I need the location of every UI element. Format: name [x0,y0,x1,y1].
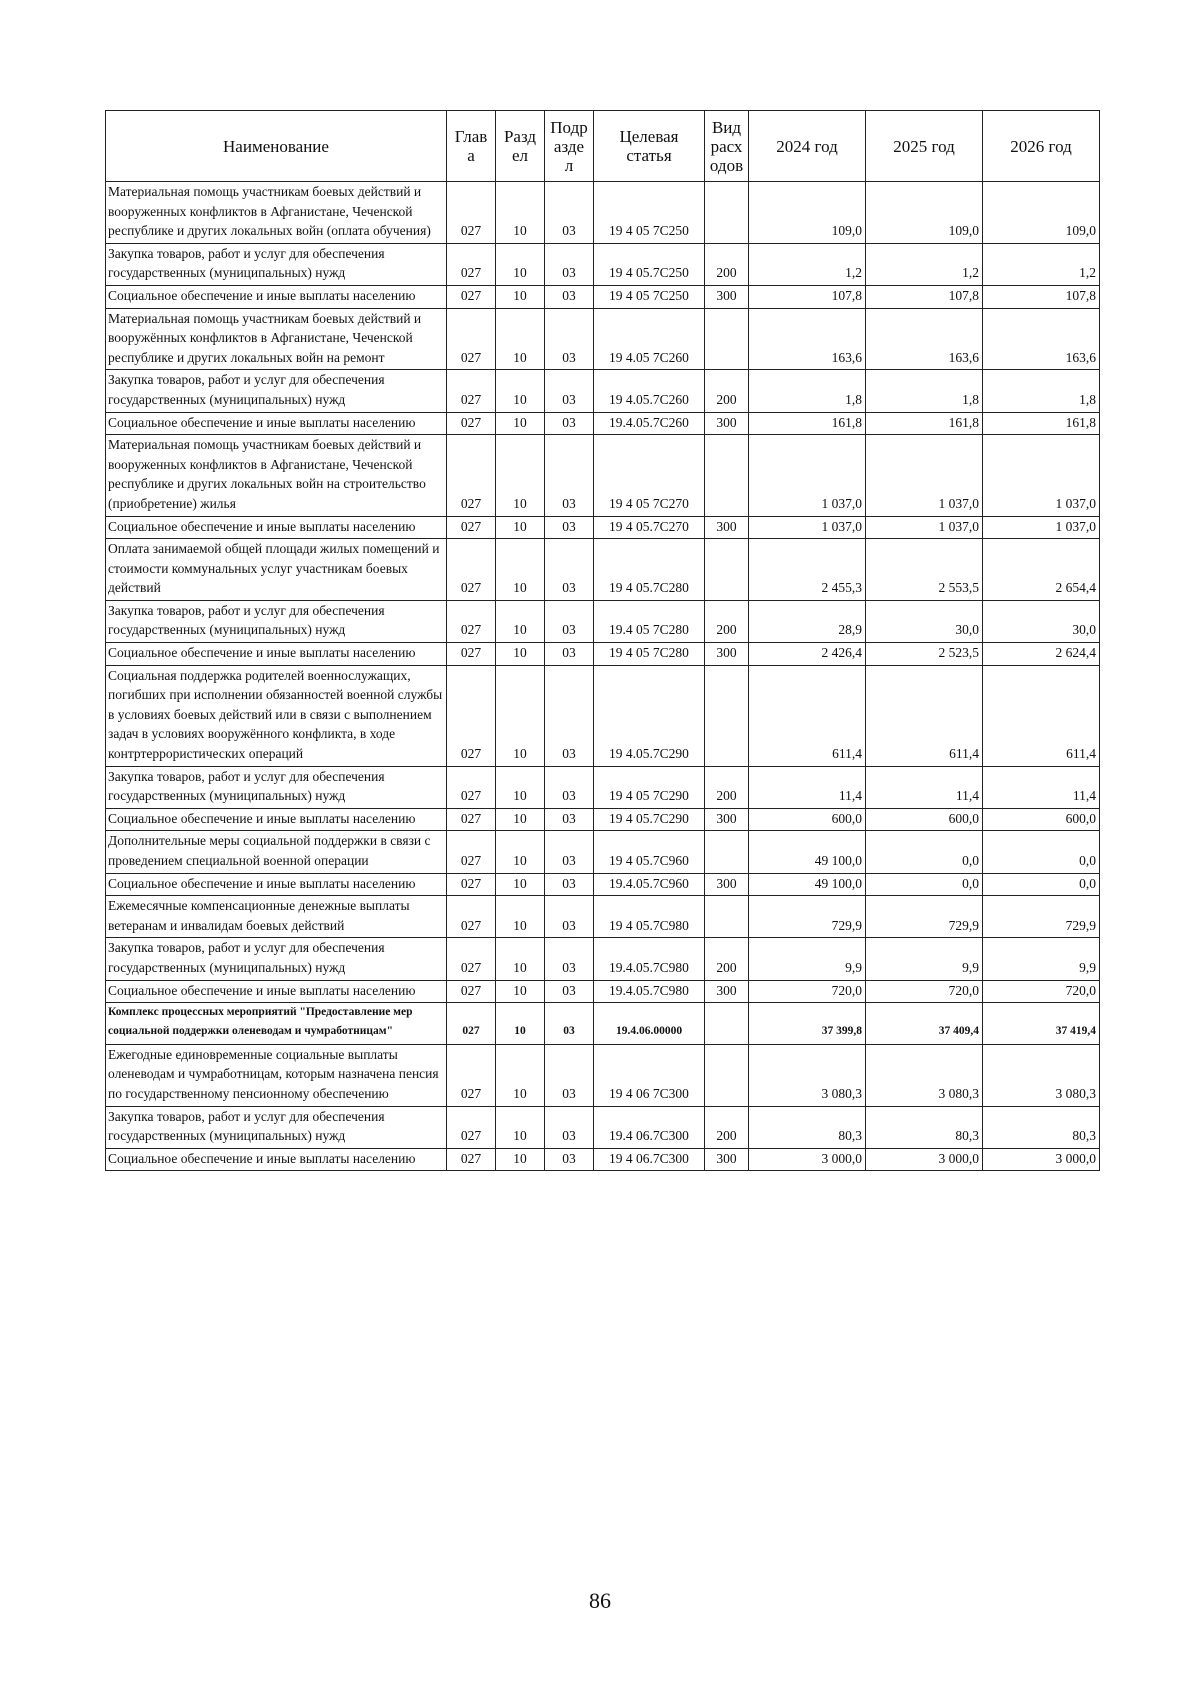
table-row [106,1148,1100,1171]
cell-2025: 11,4 [866,766,983,808]
cell-glava: 027 [447,285,496,308]
page-number: 86 [589,1588,611,1613]
table-row [106,938,1100,980]
cell-podrazdel: 03 [545,1148,594,1171]
header-target: Целевая статья [594,111,705,182]
cell-name: Закупка товаров, работ и услуг для обеспечения государственных (муниципальных) нужд [106,370,447,412]
cell-razdel: 10 [496,285,545,308]
header-2026: 2026 год [983,111,1100,182]
cell-target: 19 4 06.7С300 [594,1148,705,1171]
cell-target: 19 4 05.7С270 [594,516,705,539]
cell-target: 19 4 05.7С960 [594,831,705,873]
cell-name: Материальная помощь участникам боевых действий и вооруженных конфликтов в Афганистане, Чеченской республике и других локальных войн на строительство (приобретение) жилья [106,435,447,516]
cell-target: 19.4.05.7С960 [594,873,705,896]
table-row [106,766,1100,808]
cell-glava: 027 [447,182,496,244]
cell-2024: 1,2 [749,243,866,285]
cell-razdel: 10 [496,896,545,938]
cell-razdel: 10 [496,938,545,980]
cell-name: Закупка товаров, работ и услуг для обеспечения государственных (муниципальных) нужд [106,938,447,980]
cell-razdel: 10 [496,308,545,370]
cell-2024: 28,9 [749,600,866,642]
cell-name: Комплекс процессных мероприятий "Предоставление мер социальной поддержки оленеводам и чумработницам" [106,1003,447,1045]
cell-2025: 0,0 [866,873,983,896]
cell-2025: 37 409,4 [866,1003,983,1045]
cell-2025: 161,8 [866,412,983,435]
cell-2024: 3 080,3 [749,1044,866,1106]
cell-name: Закупка товаров, работ и услуг для обеспечения государственных (муниципальных) нужд [106,243,447,285]
cell-razdel: 10 [496,412,545,435]
cell-podrazdel: 03 [545,182,594,244]
cell-target: 19 4 05.7С290 [594,808,705,831]
cell-2025: 729,9 [866,896,983,938]
cell-name: Оплата занимаемой общей площади жилых помещений и стоимости коммунальных услуг участникам боевых действий [106,539,447,601]
table-row [106,1044,1100,1106]
cell-glava: 027 [447,980,496,1003]
cell-2026: 3 000,0 [983,1148,1100,1171]
cell-vid: 300 [705,873,749,896]
cell-razdel: 10 [496,980,545,1003]
cell-podrazdel: 03 [545,1044,594,1106]
cell-name: Социальное обеспечение и иные выплаты населению [106,873,447,896]
table-row [106,435,1100,516]
table-row [106,1106,1100,1148]
cell-2026: 3 080,3 [983,1044,1100,1106]
cell-razdel: 10 [496,370,545,412]
cell-2024: 600,0 [749,808,866,831]
cell-glava: 027 [447,516,496,539]
table-row [106,308,1100,370]
cell-vid: 200 [705,1106,749,1148]
cell-target: 19.4.05.7С980 [594,938,705,980]
table-row [106,285,1100,308]
budget-table [105,110,1100,1171]
header-name: Наименование [106,111,447,182]
cell-razdel: 10 [496,665,545,766]
table-row [106,665,1100,766]
cell-2024: 611,4 [749,665,866,766]
cell-2026: 161,8 [983,412,1100,435]
cell-2025: 0,0 [866,831,983,873]
cell-glava: 027 [447,896,496,938]
header-podrazdel: Подр азде л [545,111,594,182]
cell-2025: 3 000,0 [866,1148,983,1171]
cell-2024: 107,8 [749,285,866,308]
cell-podrazdel: 03 [545,539,594,601]
cell-target: 19 4.05.7С260 [594,370,705,412]
cell-glava: 027 [447,539,496,601]
cell-target: 19 4 05 7С290 [594,766,705,808]
cell-glava: 027 [447,665,496,766]
cell-2024: 49 100,0 [749,831,866,873]
cell-2026: 2 654,4 [983,539,1100,601]
cell-2025: 1 037,0 [866,435,983,516]
cell-vid [705,665,749,766]
cell-razdel: 10 [496,243,545,285]
cell-razdel: 10 [496,831,545,873]
cell-podrazdel: 03 [545,766,594,808]
cell-target: 19.4.05.7С260 [594,412,705,435]
table-row [106,808,1100,831]
cell-podrazdel: 03 [545,1003,594,1045]
cell-glava: 027 [447,308,496,370]
table-row [106,643,1100,666]
cell-target: 19 4.05 7С260 [594,308,705,370]
cell-2024: 729,9 [749,896,866,938]
cell-podrazdel: 03 [545,1106,594,1148]
cell-podrazdel: 03 [545,435,594,516]
cell-name: Дополнительные меры социальной поддержки в связи с проведением специальной военной операции [106,831,447,873]
cell-2025: 107,8 [866,285,983,308]
cell-name: Социальное обеспечение и иные выплаты населению [106,412,447,435]
cell-podrazdel: 03 [545,831,594,873]
table-row [106,539,1100,601]
cell-razdel: 10 [496,1148,545,1171]
cell-glava: 027 [447,1044,496,1106]
cell-name: Материальная помощь участникам боевых действий и вооруженных конфликтов в Афганистане, Чеченской республике и других локальных войн (оплата обучения) [106,182,447,244]
header-glava: Глав а [447,111,496,182]
cell-razdel: 10 [496,1003,545,1045]
cell-glava: 027 [447,412,496,435]
cell-2024: 1,8 [749,370,866,412]
table-row [106,831,1100,873]
cell-target: 19 4.05.7С290 [594,665,705,766]
cell-podrazdel: 03 [545,516,594,539]
cell-razdel: 10 [496,539,545,601]
cell-target: 19 4 05.7С250 [594,243,705,285]
cell-podrazdel: 03 [545,285,594,308]
cell-vid: 200 [705,600,749,642]
cell-2026: 1,2 [983,243,1100,285]
cell-2026: 107,8 [983,285,1100,308]
cell-name: Социальное обеспечение и иные выплаты населению [106,643,447,666]
cell-name: Социальное обеспечение и иные выплаты населению [106,285,447,308]
header-razdel: Разд ел [496,111,545,182]
cell-podrazdel: 03 [545,980,594,1003]
cell-target: 19 4 05.7С280 [594,539,705,601]
cell-2024: 1 037,0 [749,516,866,539]
cell-2026: 600,0 [983,808,1100,831]
cell-vid [705,435,749,516]
cell-target: 19 4 05 7С270 [594,435,705,516]
cell-razdel: 10 [496,808,545,831]
cell-2024: 11,4 [749,766,866,808]
cell-2024: 2 455,3 [749,539,866,601]
cell-podrazdel: 03 [545,873,594,896]
cell-2026: 109,0 [983,182,1100,244]
table-row [106,1003,1100,1045]
cell-vid: 200 [705,766,749,808]
cell-vid [705,308,749,370]
table-header-row [106,111,1100,182]
cell-razdel: 10 [496,435,545,516]
cell-2026: 80,3 [983,1106,1100,1148]
cell-2025: 1 037,0 [866,516,983,539]
cell-vid: 300 [705,643,749,666]
cell-2026: 37 419,4 [983,1003,1100,1045]
cell-glava: 027 [447,766,496,808]
cell-glava: 027 [447,370,496,412]
cell-2026: 163,6 [983,308,1100,370]
table-body [106,182,1100,1171]
cell-target: 19 4 05 7С280 [594,643,705,666]
cell-podrazdel: 03 [545,938,594,980]
cell-2024: 9,9 [749,938,866,980]
cell-name: Закупка товаров, работ и услуг для обеспечения государственных (муниципальных) нужд [106,1106,447,1148]
cell-target: 19.4 06.7С300 [594,1106,705,1148]
cell-vid: 300 [705,412,749,435]
cell-name: Ежемесячные компенсационные денежные выплаты ветеранам и инвалидам боевых действий [106,896,447,938]
cell-2026: 1 037,0 [983,435,1100,516]
cell-name: Социальное обеспечение и иные выплаты населению [106,1148,447,1171]
table-row [106,896,1100,938]
cell-vid: 200 [705,938,749,980]
cell-podrazdel: 03 [545,308,594,370]
cell-2024: 80,3 [749,1106,866,1148]
cell-podrazdel: 03 [545,665,594,766]
cell-2025: 109,0 [866,182,983,244]
cell-2024: 161,8 [749,412,866,435]
cell-2024: 720,0 [749,980,866,1003]
cell-name: Социальное обеспечение и иные выплаты населению [106,980,447,1003]
cell-2025: 1,8 [866,370,983,412]
cell-glava: 027 [447,1106,496,1148]
cell-vid: 300 [705,516,749,539]
cell-2026: 729,9 [983,896,1100,938]
cell-razdel: 10 [496,182,545,244]
cell-target: 19 4 05 7С250 [594,285,705,308]
cell-name: Закупка товаров, работ и услуг для обеспечения государственных (муниципальных) нужд [106,766,447,808]
table-row [106,243,1100,285]
header-2024: 2024 год [749,111,866,182]
cell-2025: 3 080,3 [866,1044,983,1106]
cell-glava: 027 [447,1003,496,1045]
cell-2026: 9,9 [983,938,1100,980]
cell-2025: 611,4 [866,665,983,766]
cell-2026: 0,0 [983,831,1100,873]
cell-glava: 027 [447,873,496,896]
cell-glava: 027 [447,831,496,873]
cell-2024: 163,6 [749,308,866,370]
cell-2026: 11,4 [983,766,1100,808]
cell-vid [705,539,749,601]
cell-vid [705,896,749,938]
cell-razdel: 10 [496,1044,545,1106]
cell-name: Материальная помощь участникам боевых действий и вооружённых конфликтов в Афганистане, Чеченской республике и других локальных войн на ремонт [106,308,447,370]
cell-vid: 300 [705,1148,749,1171]
cell-podrazdel: 03 [545,808,594,831]
cell-name: Социальное обеспечение и иные выплаты населению [106,516,447,539]
cell-razdel: 10 [496,873,545,896]
cell-target: 19 4 05.7С980 [594,896,705,938]
table-row [106,980,1100,1003]
table-row [106,873,1100,896]
cell-name: Ежегодные единовременные социальные выплаты оленеводам и чумработницам, которым назначена пенсия по государственному пенсионному обеспечению [106,1044,447,1106]
header-vid: Вид расх одов [705,111,749,182]
cell-target: 19.4 05 7С280 [594,600,705,642]
cell-podrazdel: 03 [545,412,594,435]
cell-vid: 200 [705,243,749,285]
cell-2025: 2 523,5 [866,643,983,666]
cell-glava: 027 [447,938,496,980]
cell-2025: 720,0 [866,980,983,1003]
cell-2025: 600,0 [866,808,983,831]
cell-2024: 49 100,0 [749,873,866,896]
cell-vid [705,182,749,244]
cell-target: 19.4.06.00000 [594,1003,705,1045]
cell-glava: 027 [447,643,496,666]
cell-name: Социальное обеспечение и иные выплаты населению [106,808,447,831]
cell-razdel: 10 [496,516,545,539]
cell-target: 19.4.05.7С980 [594,980,705,1003]
cell-2026: 2 624,4 [983,643,1100,666]
cell-podrazdel: 03 [545,896,594,938]
cell-vid [705,831,749,873]
cell-glava: 027 [447,808,496,831]
table-row [106,516,1100,539]
cell-vid [705,1003,749,1045]
cell-vid [705,1044,749,1106]
cell-vid: 300 [705,980,749,1003]
cell-podrazdel: 03 [545,370,594,412]
cell-podrazdel: 03 [545,643,594,666]
cell-2026: 1,8 [983,370,1100,412]
cell-2025: 163,6 [866,308,983,370]
cell-target: 19 4 05 7С250 [594,182,705,244]
cell-razdel: 10 [496,1106,545,1148]
cell-2026: 30,0 [983,600,1100,642]
cell-2024: 1 037,0 [749,435,866,516]
cell-2026: 611,4 [983,665,1100,766]
cell-2025: 30,0 [866,600,983,642]
header-2025: 2025 год [866,111,983,182]
cell-razdel: 10 [496,600,545,642]
table-row [106,412,1100,435]
cell-2025: 80,3 [866,1106,983,1148]
cell-2026: 1 037,0 [983,516,1100,539]
cell-glava: 027 [447,600,496,642]
cell-target: 19 4 06 7С300 [594,1044,705,1106]
table-row [106,370,1100,412]
cell-2024: 109,0 [749,182,866,244]
cell-vid: 300 [705,285,749,308]
cell-2024: 37 399,8 [749,1003,866,1045]
cell-2024: 3 000,0 [749,1148,866,1171]
cell-razdel: 10 [496,643,545,666]
cell-razdel: 10 [496,766,545,808]
cell-2025: 9,9 [866,938,983,980]
cell-2025: 2 553,5 [866,539,983,601]
cell-2025: 1,2 [866,243,983,285]
cell-glava: 027 [447,435,496,516]
cell-podrazdel: 03 [545,600,594,642]
table-row [106,182,1100,244]
cell-vid: 200 [705,370,749,412]
cell-name: Социальная поддержка родителей военнослужащих, погибших при исполнении обязанностей военной службы в условиях боевых действий или в связи с выполнением задач в условиях вооружённого конфликта, в ходе контртеррористических операций [106,665,447,766]
table-row [106,600,1100,642]
cell-glava: 027 [447,1148,496,1171]
cell-glava: 027 [447,243,496,285]
cell-2024: 2 426,4 [749,643,866,666]
cell-podrazdel: 03 [545,243,594,285]
cell-vid: 300 [705,808,749,831]
cell-2026: 0,0 [983,873,1100,896]
cell-name: Закупка товаров, работ и услуг для обеспечения государственных (муниципальных) нужд [106,600,447,642]
cell-2026: 720,0 [983,980,1100,1003]
